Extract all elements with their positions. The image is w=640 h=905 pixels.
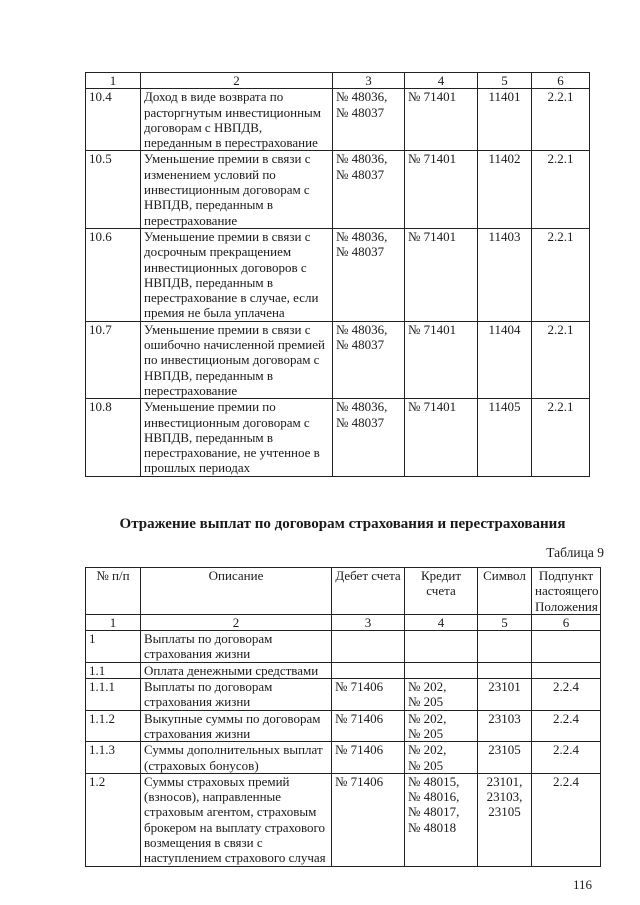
- table-row: [86, 742, 601, 774]
- description-cell: Уменьшение премии в связи с ошибочно начисленной премией по инвестиционым договорам с НВПДВ, переданным в перестрахование: [141, 321, 333, 398]
- column-number: 5: [478, 73, 532, 89]
- symbol-cell: [478, 631, 532, 663]
- accounting-table-continued: [85, 72, 590, 477]
- row-number-cell: 10.6: [86, 228, 141, 321]
- table-row: [86, 631, 601, 663]
- column-number: 2: [141, 73, 333, 89]
- clause-cell: 2.2.1: [532, 321, 590, 398]
- credit-account-cell: № 71401: [405, 399, 478, 476]
- page-number: 116: [573, 877, 593, 892]
- debit-account-cell: № 71406: [332, 773, 405, 866]
- clause-cell: 2.2.4: [532, 742, 601, 774]
- column-header-debit: Дебет счета: [332, 568, 405, 615]
- column-number-row: [86, 73, 590, 89]
- column-number: 1: [86, 73, 141, 89]
- table-row: [86, 679, 601, 711]
- symbol-cell: 23101: [478, 679, 532, 711]
- column-number: 2: [141, 614, 332, 630]
- column-header-symbol: Символ: [478, 568, 532, 615]
- credit-account-cell: № 202, № 205: [405, 679, 478, 711]
- description-cell: Уменьшение премии в связи с изменением условий по инвестиционным договорам с НВПДВ, переданным в перестрахование: [141, 151, 333, 228]
- description-cell: Выплаты по договорам страхования жизни: [141, 631, 332, 663]
- column-number: 6: [532, 614, 601, 630]
- symbol-cell: [478, 662, 532, 678]
- description-cell: Уменьшение премии в связи с досрочным прекращением инвестиционных договоров с НВПДВ, переданным в перестрахование в случае, если премия не была уплачена: [141, 228, 333, 321]
- column-number: 3: [332, 614, 405, 630]
- column-number: 4: [405, 73, 478, 89]
- section-title: Отражение выплат по договорам страхования и перестрахования: [119, 516, 566, 532]
- table-row: [86, 151, 590, 228]
- clause-cell: [532, 662, 601, 678]
- payments-table: [85, 567, 601, 867]
- column-header-credit: Кредит счета: [405, 568, 478, 615]
- clause-cell: 2.2.1: [532, 399, 590, 476]
- credit-account-cell: № 202, № 205: [405, 742, 478, 774]
- clause-cell: [532, 631, 601, 663]
- symbol-cell: 11404: [478, 321, 532, 398]
- table-row: [86, 399, 590, 476]
- symbol-cell: 11403: [478, 228, 532, 321]
- clause-cell: 2.2.4: [532, 679, 601, 711]
- row-number-cell: 1.2: [86, 773, 141, 866]
- credit-account-cell: № 71401: [405, 151, 478, 228]
- table-row: [86, 710, 601, 742]
- table-label: Таблица 9: [546, 545, 604, 560]
- debit-account-cell: № 48036, № 48037: [333, 89, 405, 151]
- table-row: [86, 89, 590, 151]
- symbol-cell: 11401: [478, 89, 532, 151]
- description-cell: Уменьшение премии по инвестиционным договорам с НВПДВ, переданным в перестрахование, не учтенное в прошлых периодах: [141, 399, 333, 476]
- symbol-cell: 11402: [478, 151, 532, 228]
- row-number-cell: 1.1: [86, 662, 141, 678]
- credit-account-cell: № 71401: [405, 228, 478, 321]
- debit-account-cell: [332, 662, 405, 678]
- debit-account-cell: № 48036, № 48037: [333, 228, 405, 321]
- clause-cell: 2.2.1: [532, 89, 590, 151]
- description-cell: Оплата денежными средствами: [141, 662, 332, 678]
- debit-account-cell: № 71406: [332, 679, 405, 711]
- clause-cell: 2.2.1: [532, 151, 590, 228]
- credit-account-cell: № 48015, № 48016, № 48017, № 48018: [405, 773, 478, 866]
- table-row: [86, 662, 601, 678]
- debit-account-cell: № 71406: [332, 742, 405, 774]
- table-row: [86, 228, 590, 321]
- row-number-cell: 1: [86, 631, 141, 663]
- row-number-cell: 1.1.1: [86, 679, 141, 711]
- debit-account-cell: [332, 631, 405, 663]
- row-number-cell: 10.5: [86, 151, 141, 228]
- row-number-cell: 1.1.2: [86, 710, 141, 742]
- table-body: [86, 89, 590, 476]
- debit-account-cell: № 71406: [332, 710, 405, 742]
- row-number-cell: 10.8: [86, 399, 141, 476]
- table-body: [86, 631, 601, 866]
- credit-account-cell: № 71401: [405, 89, 478, 151]
- column-header-clause: Подпункт настоящего Положения: [532, 568, 601, 615]
- row-number-cell: 10.7: [86, 321, 141, 398]
- debit-account-cell: № 48036, № 48037: [333, 399, 405, 476]
- symbol-cell: 23101, 23103, 23105: [478, 773, 532, 866]
- credit-account-cell: [405, 631, 478, 663]
- description-cell: Суммы страховых премий (взносов), направленные страховым агентом, страховым брокером на выплату страхового возмещения в связи с наступлением страхового случая: [141, 773, 332, 866]
- clause-cell: 2.2.4: [532, 773, 601, 866]
- credit-account-cell: [405, 662, 478, 678]
- description-cell: Выкупные суммы по договорам страхования жизни: [141, 710, 332, 742]
- column-number: 3: [333, 73, 405, 89]
- clause-cell: 2.2.4: [532, 710, 601, 742]
- column-number: 6: [532, 73, 590, 89]
- column-header-description: Описание: [141, 568, 332, 615]
- table-row: [86, 773, 601, 866]
- symbol-cell: 11405: [478, 399, 532, 476]
- debit-account-cell: № 48036, № 48037: [333, 151, 405, 228]
- credit-account-cell: № 71401: [405, 321, 478, 398]
- column-number: 4: [405, 614, 478, 630]
- row-number-cell: 10.4: [86, 89, 141, 151]
- table-row: [86, 321, 590, 398]
- credit-account-cell: № 202, № 205: [405, 710, 478, 742]
- symbol-cell: 23103: [478, 710, 532, 742]
- description-cell: Выплаты по договорам страхования жизни: [141, 679, 332, 711]
- column-number-row: [86, 614, 601, 630]
- column-number: 5: [478, 614, 532, 630]
- symbol-cell: 23105: [478, 742, 532, 774]
- description-cell: Доход в виде возврата по расторгнутым инвестиционным договорам с НВПДВ, переданным в перестрахование: [141, 89, 333, 151]
- row-number-cell: 1.1.3: [86, 742, 141, 774]
- description-cell: Суммы дополнительных выплат (страховых бонусов): [141, 742, 332, 774]
- column-header-number: № п/п: [86, 568, 141, 615]
- clause-cell: 2.2.1: [532, 228, 590, 321]
- debit-account-cell: № 48036, № 48037: [333, 321, 405, 398]
- column-number: 1: [86, 614, 141, 630]
- column-header-row: [86, 568, 601, 615]
